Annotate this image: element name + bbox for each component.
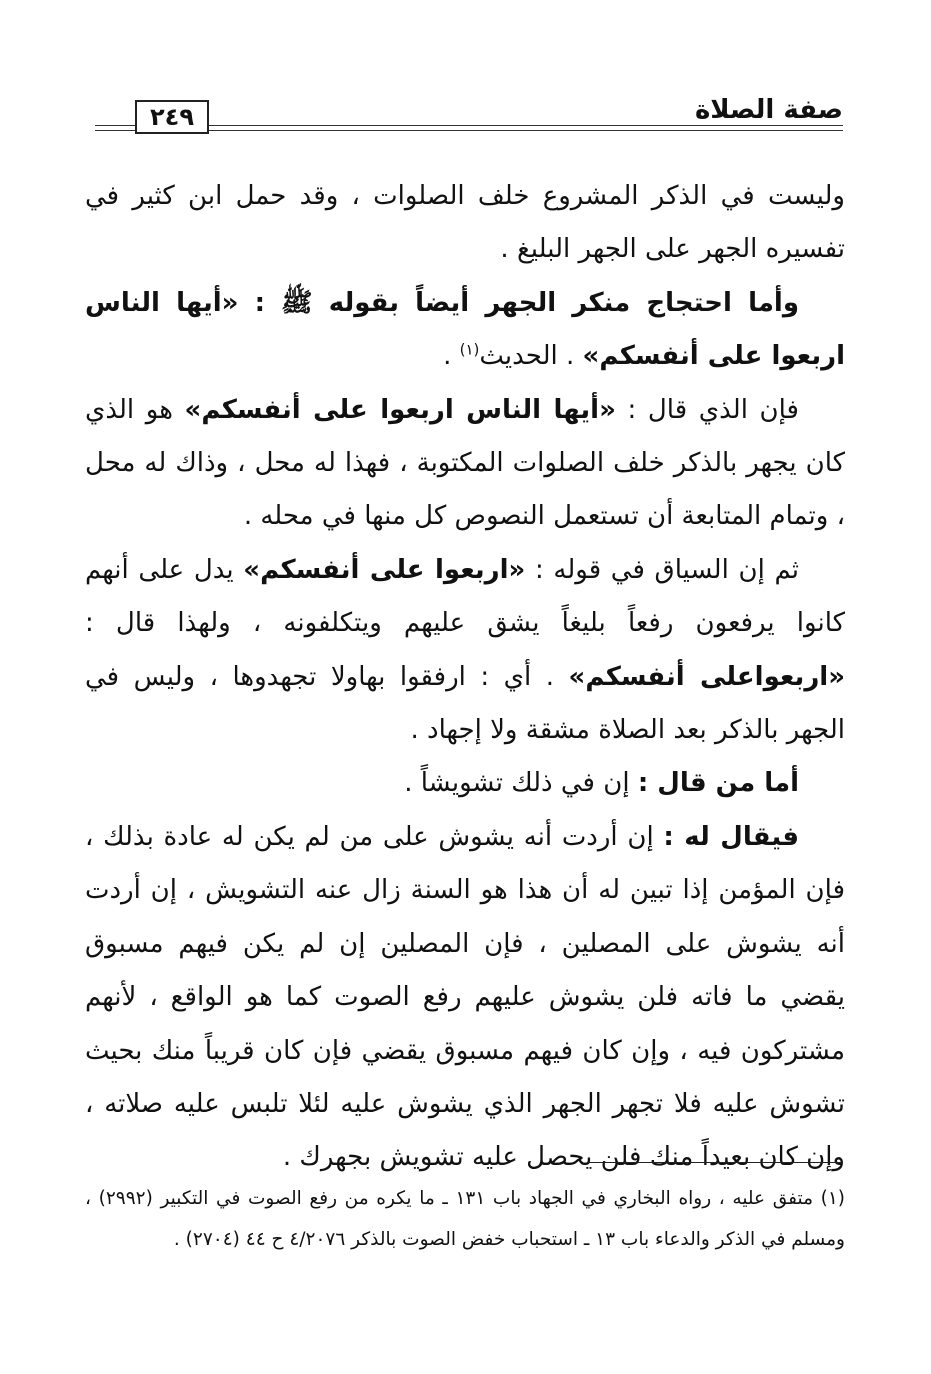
- footnotes: [85, 1178, 845, 1260]
- paragraph-6-bold: فيقال له :: [663, 821, 799, 852]
- footnote-separator: [588, 1162, 843, 1163]
- paragraph-3-quote: «أيها الناس اربعوا على أنفسكم»: [184, 394, 616, 425]
- footnote-marker-1[interactable]: (١): [459, 340, 480, 359]
- paragraph-2-end: .: [443, 341, 460, 372]
- paragraph-4-quote-1: «اربعوا على أنفسكم»: [243, 554, 526, 585]
- body-text: [85, 170, 845, 1185]
- paragraph-4-text: . أي : ارفقوا بهاولا تجهدوها ، وليس في الجهر بالذكر بعد الصلاة مشقة ولا إجهاد .: [85, 661, 845, 746]
- paragraph-2-bold: وأما احتجاج منكر الجهر أيضاً بقوله ﷺ : «أيها الناس اربعوا على أنفسكم»: [85, 287, 845, 372]
- paragraph-4-start: ثم إن السياق في قوله :: [525, 554, 800, 585]
- paragraph-5-text: إن في ذلك تشويشاً .: [404, 768, 638, 799]
- paragraph-5: [85, 757, 845, 810]
- paragraph-4-quote-2: «اربعواعلى أنفسكم»: [568, 661, 845, 692]
- paragraph-3-text: هو الذي كان يجهر بالذكر خلف الصلوات المكتوبة ، فهذا له محل ، وذاك له محل ، وتمام المتابعة أن تستعمل النصوص كل منها في محله .: [85, 394, 845, 532]
- paragraph-1-text: وليست في الذكر المشروع خلف الصلوات ، وقد حمل ابن كثير في تفسيره الجهر على الجهر البليغ .: [85, 181, 845, 265]
- running-title: صفة الصلاة: [694, 95, 843, 125]
- paragraph-3-start: فإن الذي قال :: [615, 394, 799, 425]
- paragraph-5-bold: أما من قال :: [637, 768, 799, 799]
- paragraph-6: [85, 811, 845, 1185]
- paragraph-3: [85, 384, 845, 544]
- footnote-1: (١) متفق عليه ، رواه البخاري في الجهاد باب ١٣١ ـ ما يكره من رفع الصوت في التكبير (٢٩٩٢) ، ومسلم في الذكر والدعاء باب ١٣ ـ استحباب خفض الصوت بالذكر ٤/٢٠٧٦ ح ٤٤ (٢٧٠٤) .: [85, 1188, 846, 1250]
- paragraph-4-mid: يدل على أنهم كانوا يرفعون رفعاً بليغاً يشق عليهم ويتكلفونه ، ولهذا قال :: [85, 554, 845, 639]
- page-number: ٢٤٩: [135, 100, 209, 134]
- paragraph-2-text: . الحديث: [479, 341, 583, 372]
- paragraph-6-text: إن أردت أنه يشوش على من لم يكن له عادة بذلك ، فإن المؤمن إذا تبين له أن هذا هو السنة زال عنه التشويش ، إن أردت أنه يشوش على المصلين ، فإن المصلين إن لم يكن فيهم مسبوق يقضي ما فاته فلن يشوش عليهم رفع الصوت كما هو الواقع ، لأنهم مشتركون فيه ، وإن كان فيهم مسبوق يقضي فإن كان قريباً منك بحيث تشوش عليه فلا تجهر الجهر الذي يشوش عليه لئلا تلبس عليه صلاته ، وإن كان بعيداً منك فلن يحصل عليه تشويش بجهرك .: [85, 821, 845, 1173]
- paragraph-2: [85, 277, 845, 384]
- paragraph-4: [85, 544, 845, 758]
- paragraph-1: [85, 170, 845, 277]
